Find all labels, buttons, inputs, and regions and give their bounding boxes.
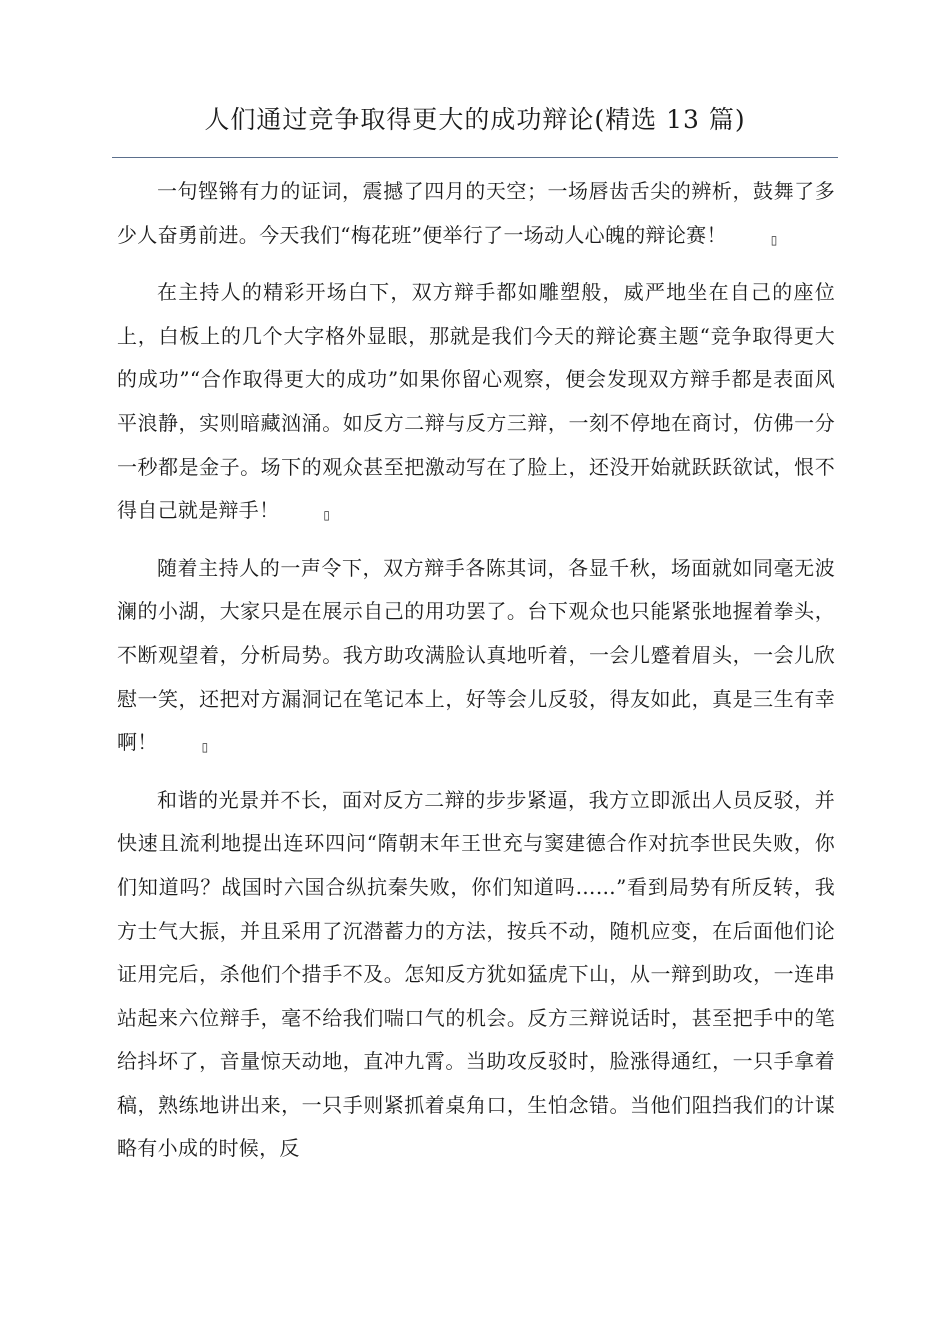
paragraph-mark-icon: ▯ [201, 740, 209, 755]
paragraph [117, 271, 835, 533]
paragraph-text: 一句铿锵有力的证词，震撼了四月的天空；一场唇齿舌尖的辨析，鼓舞了多少人奋勇前进。今天我们“梅花班”便举行了一场动人心魄的辩论赛！ [117, 179, 835, 247]
document-body [117, 170, 835, 1185]
paragraph [117, 547, 835, 765]
paragraph-text: 在主持人的精彩开场白下，双方辩手都如雕塑般，威严地坐在自己的座位上，白板上的几个大字格外显眼，那就是我们今天的辩论赛主题“竞争取得更大的成功”“合作取得更大的成功”如果你留心观察，便会发现双方辩手都是表面风平浪静，实则暗藏汹涌。如反方二辩与反方三辩，一刻不停地在商讨，仿佛一分一秒都是金子。场下的观众甚至把激动写在了脸上，还没开始就跃跃欲试，恨不得自己就是辩手！ [117, 280, 835, 523]
document-title: 人们通过竞争取得更大的成功辩论(精选 13 篇) [204, 105, 746, 134]
paragraph-mark-icon: ▯ [770, 232, 778, 247]
paragraph-text: 随着主持人的一声令下，双方辩手各陈其词，各显千秋，场面就如同毫无波澜的小湖，大家只是在展示自己的用功罢了。台下观众也只能紧张地握着拳头，不断观望着，分析局势。我方助攻满脸认真地听着，一会儿蹙着眉头，一会儿欣慰一笑，还把对方漏洞记在笔记本上，好等会儿反驳，得友如此，真是三生有幸啊！ [117, 555, 835, 755]
paragraph [117, 779, 835, 1171]
paragraph-text: 和谐的光景并不长，面对反方二辩的步步紧逼，我方立即派出人员反驳，并快速且流利地提出连环四问“隋朝末年王世充与窦建德合作对抗李世民失败，你们知道吗？战国时六国合纵抗秦失败，你们知道吗……”看到局势有所反转，我方士气大振，并且采用了沉潜蓄力的方法，按兵不动，随机应变，在后面他们论证用完后，杀他们个措手不及。怎知反方犹如猛虎下山，从一辩到助攻，一连串站起来六位辩手，毫不给我们喘口气的机会。反方三辩说话时，甚至把手中的笔给抖坏了，音量惊天动地，直冲九霄。当助攻反驳时，脸涨得通红，一只手拿着稿，熟练地讲出来，一只手则紧抓着桌角口，生怕念错。当他们阻挡我们的计谋略有小成的时候，反 [117, 787, 835, 1161]
paragraph [117, 170, 835, 257]
title-divider [112, 157, 838, 158]
paragraph-mark-icon: ▯ [323, 508, 331, 523]
